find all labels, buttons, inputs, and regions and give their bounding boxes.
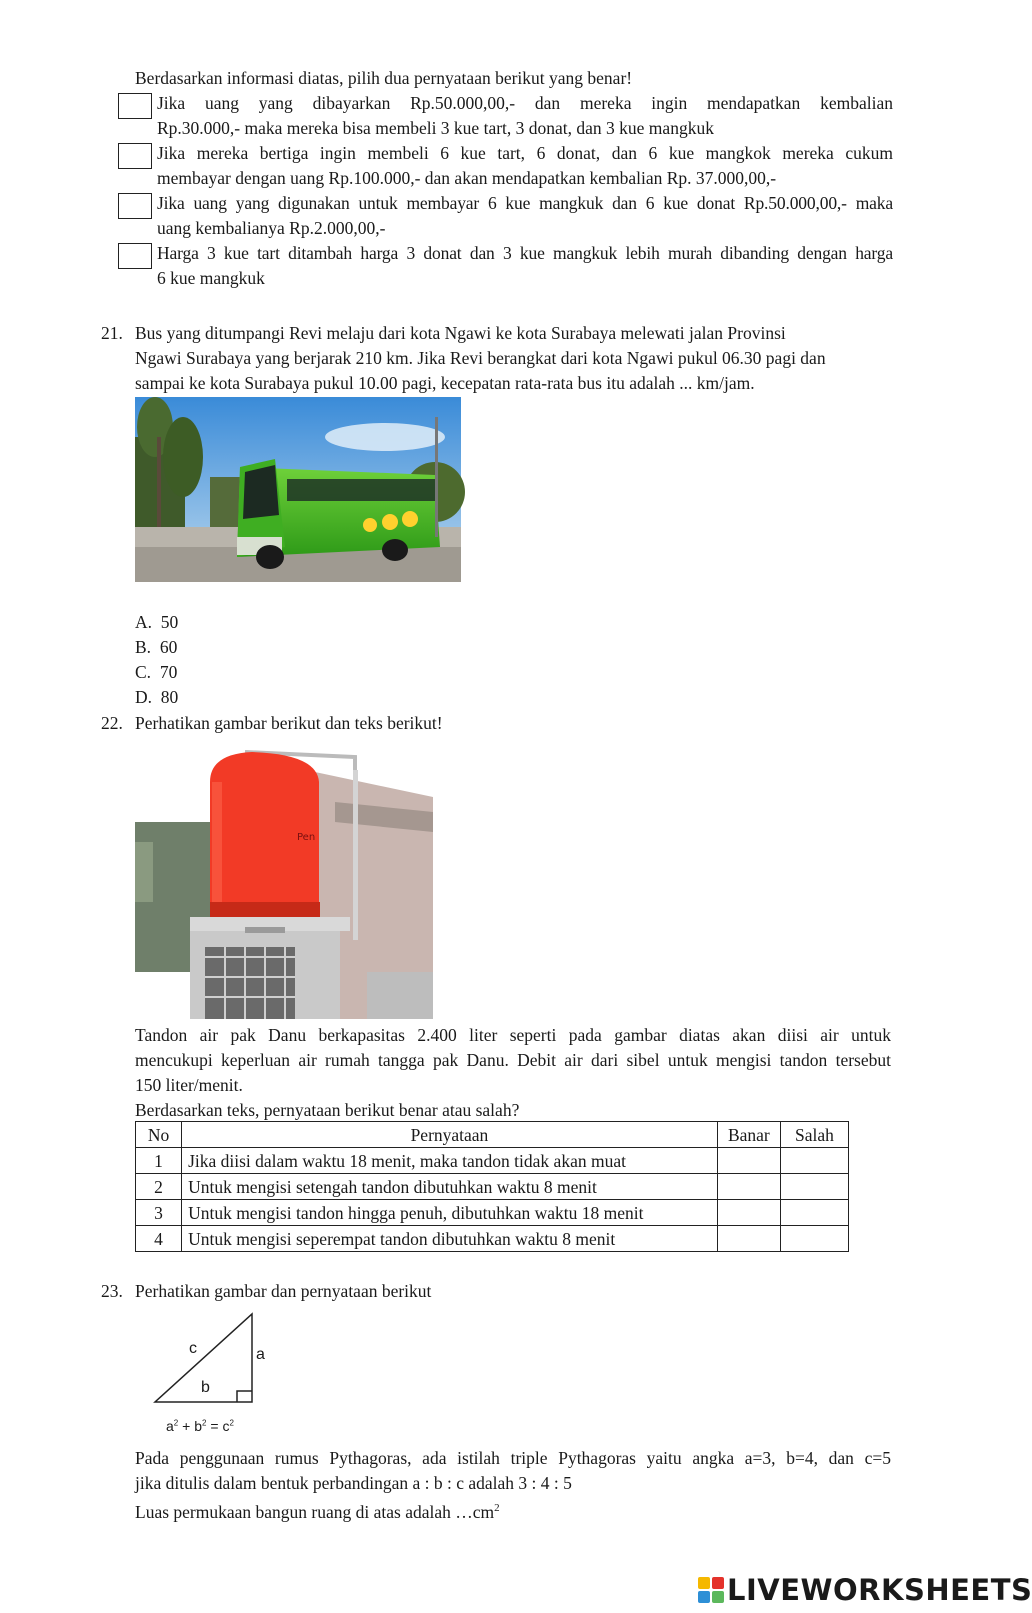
q20-checkbox-2[interactable] xyxy=(118,143,152,169)
true-cell[interactable] xyxy=(717,1148,780,1174)
q21-choice-c[interactable]: C. 70 xyxy=(135,662,178,682)
false-cell[interactable] xyxy=(780,1226,848,1252)
logo-grid-icon xyxy=(698,1577,724,1603)
false-cell[interactable] xyxy=(780,1200,848,1226)
label-b: b xyxy=(201,1379,210,1396)
q21-choice-d[interactable]: D. 80 xyxy=(135,687,179,707)
q22-question: Berdasarkan teks, pernyataan berikut benar atau salah? xyxy=(135,1100,520,1120)
q23-text: Pada penggunaan rumus Pythagoras, ada istilah triple Pythagoras yaitu angka a=3, b=4, dan c=5 jika ditulis dalam bentuk perbandingan a : b : c adalah 3 : 4 : 5 xyxy=(135,1448,891,1493)
q21-choice-b[interactable]: B. 60 xyxy=(135,637,178,657)
q20-option-2: Jika mereka bertiga ingin membeli 6 kue tart, 6 donat, dan 6 kue mangkok mereka cukum membayar dengan uang Rp.100.000,- dan akan mendapatkan kembalian Rp. 37.000,00,- xyxy=(157,143,893,188)
right-angle-mark xyxy=(237,1391,252,1402)
pythagoras-formula: $a^2 + b^2 = c^2$ xyxy=(166,1418,234,1434)
table-header-row xyxy=(136,1122,849,1148)
header-false: Salah xyxy=(780,1122,848,1148)
row-number: 2 xyxy=(136,1174,182,1200)
row-number: 1 xyxy=(136,1148,182,1174)
table-row xyxy=(136,1174,849,1200)
false-cell[interactable] xyxy=(780,1148,848,1174)
q20-option-4: Harga 3 kue tart ditambah harga 3 donat dan 3 kue mangkuk lebih murah dibanding dengan harga 6 kue mangkuk xyxy=(157,243,893,288)
header-no: No xyxy=(136,1122,182,1148)
q20-instruction: Berdasarkan informasi diatas, pilih dua pernyataan berikut yang benar! xyxy=(135,68,633,88)
row-statement: Untuk mengisi tandon hingga penuh, dibutuhkan waktu 18 menit xyxy=(182,1200,718,1226)
tank-brand-label: Pen xyxy=(297,832,316,843)
q23-number: 23. xyxy=(101,1281,123,1301)
q22-number: 22. xyxy=(101,713,123,733)
q20-option-3: Jika uang yang digunakan untuk membayar 6 kue mangkuk dan 6 kue donat Rp.50.000,00,- maka uang kembalianya Rp.2.000,00,- xyxy=(157,193,893,238)
header-true: Banar xyxy=(717,1122,780,1148)
label-a: a xyxy=(256,1346,265,1363)
q22-text: Tandon air pak Danu berkapasitas 2.400 liter seperti pada gambar diatas akan diisi air untuk mencukupi keperluan air rumah tangga pak Danu. Debit air dari sibel untuk mengisi tandon tersebut 150 liter/menit. xyxy=(135,1025,891,1095)
q21-number: 21. xyxy=(101,323,123,343)
triangle-diagram xyxy=(145,1310,275,1440)
q21-text: Bus yang ditumpangi Revi melaju dari kota Ngawi ke kota Surabaya melewati jalan Provinsi Ngawi Surabaya yang berjarak 210 km. Jika Revi berangkat dari kota Ngawi pukul 06.30 pagi dan sampai ke kota Surabaya pukul 10.00 pagi, kecepatan rata-rata bus itu adalah ... km/jam. xyxy=(135,323,826,393)
q20-checkbox-3[interactable] xyxy=(118,193,152,219)
row-statement: Jika diisi dalam waktu 18 menit, maka tandon tidak akan muat xyxy=(182,1148,718,1174)
water-tank-photo xyxy=(135,742,433,1019)
q23-question: Luas permukaan bangun ruang di atas adalah $\dots cm^2$ xyxy=(135,1501,500,1522)
brand-name: LIVEWORKSHEETS xyxy=(727,1573,1032,1607)
row-statement: Untuk mengisi seperempat tandon dibutuhkan waktu 8 menit xyxy=(182,1226,718,1252)
row-statement: Untuk mengisi setengah tandon dibutuhkan waktu 8 menit xyxy=(182,1174,718,1200)
q20-checkbox-4[interactable] xyxy=(118,243,152,269)
table-row xyxy=(136,1200,849,1226)
true-cell[interactable] xyxy=(717,1200,780,1226)
bus-photo xyxy=(135,397,461,582)
true-false-table xyxy=(135,1121,849,1252)
true-cell[interactable] xyxy=(717,1174,780,1200)
row-number: 4 xyxy=(136,1226,182,1252)
q23-prompt: Perhatikan gambar dan pernyataan berikut xyxy=(135,1281,432,1301)
table-row xyxy=(136,1148,849,1174)
label-c: c xyxy=(189,1340,197,1357)
liveworksheets-logo xyxy=(698,1570,1032,1610)
true-cell[interactable] xyxy=(717,1226,780,1252)
false-cell[interactable] xyxy=(780,1174,848,1200)
q20-option-1: Jika uang yang dibayarkan Rp.50.000,00,- dan mereka ingin mendapatkan kembalian Rp.30.000,- maka mereka bisa membeli 3 kue tart, 3 donat, dan 3 kue mangkuk xyxy=(157,93,893,138)
table-row xyxy=(136,1226,849,1252)
q22-prompt: Perhatikan gambar berikut dan teks berikut! xyxy=(135,713,443,733)
row-number: 3 xyxy=(136,1200,182,1226)
header-statement: Pernyataan xyxy=(182,1122,718,1148)
q20-checkbox-1[interactable] xyxy=(118,93,152,119)
q21-choice-a[interactable]: A. 50 xyxy=(135,612,179,632)
